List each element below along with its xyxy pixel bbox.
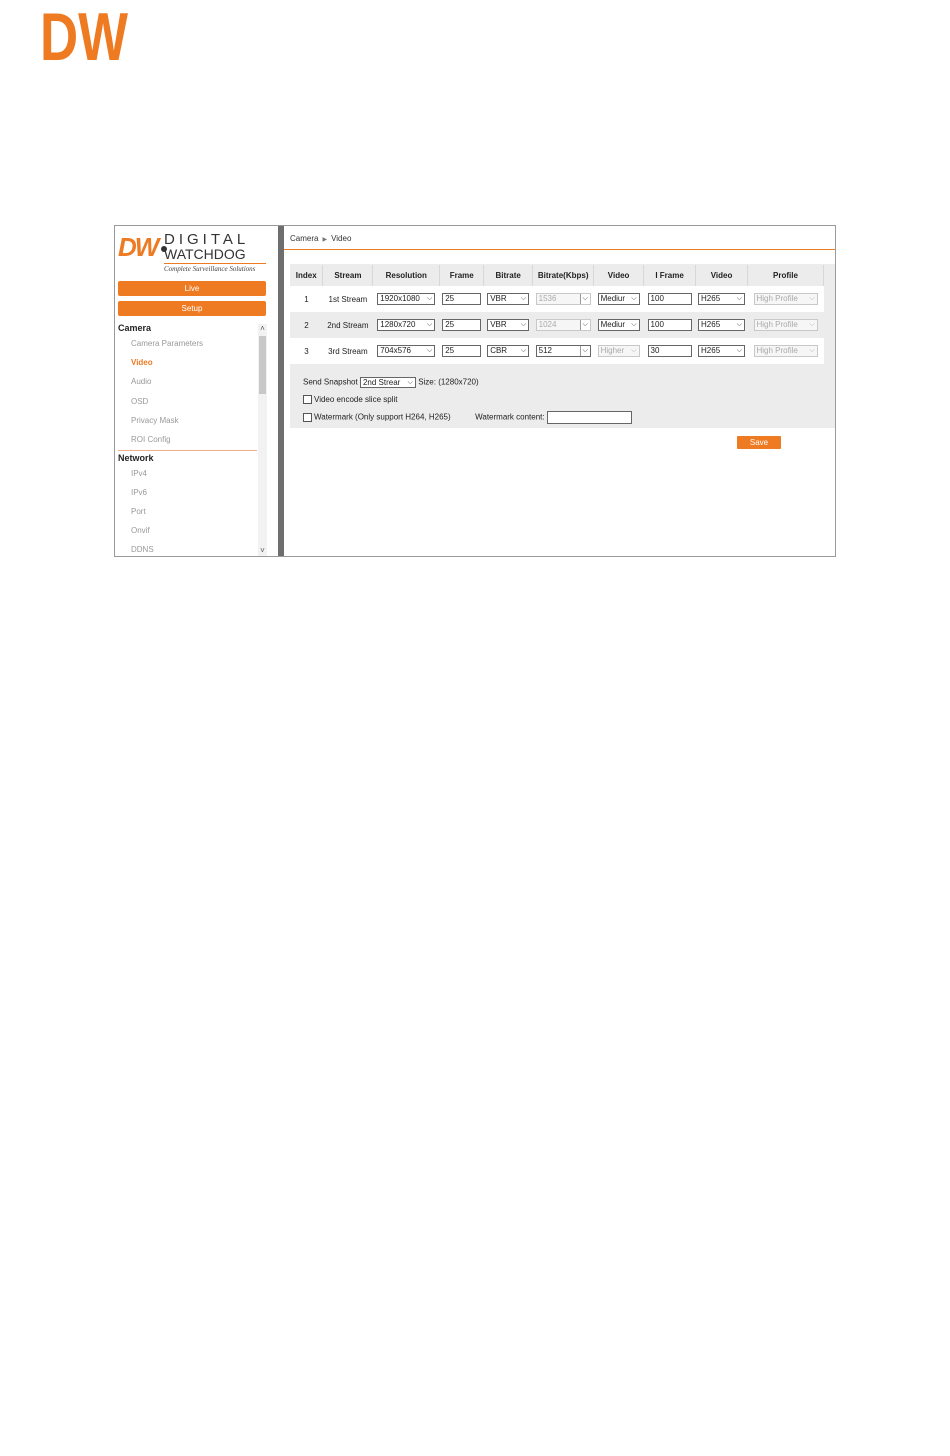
- watermark-content-input[interactable]: [547, 411, 632, 424]
- send-snapshot-row: [303, 377, 479, 388]
- chevron-down-icon: ⌵: [407, 379, 413, 386]
- brand-tagline: Complete Surveillance Solutions: [164, 265, 256, 273]
- chevron-down-icon: ⌵: [426, 321, 433, 328]
- chevron-down-icon: ⌵: [631, 347, 637, 354]
- sidebar-separator: [118, 450, 257, 451]
- chevron-down-icon: ⌵: [631, 321, 637, 328]
- cell-stream: 3rd Stream: [323, 338, 373, 364]
- header-i-frame: I Frame: [644, 265, 696, 286]
- sidebar-item-roi-config[interactable]: ROI Config: [131, 435, 171, 444]
- dw-logo: [40, 0, 130, 75]
- slice-split-row: [303, 395, 397, 404]
- chevron-down-icon: ⌵: [426, 347, 433, 354]
- video-codec-select[interactable]: H265 ⌵: [698, 293, 745, 305]
- main-content: [284, 226, 835, 556]
- frame-input[interactable]: 25: [442, 345, 481, 357]
- chevron-down-icon: ⌵: [520, 347, 527, 354]
- cell-index: 3: [290, 338, 323, 364]
- chevron-down-icon: ⌵: [736, 347, 743, 354]
- header-video-codec: Video: [696, 265, 748, 286]
- table-row: [290, 338, 824, 364]
- sidebar-item-ipv4[interactable]: IPv4: [131, 469, 148, 478]
- bitrate-mode-select[interactable]: CBR ⌵: [487, 345, 529, 357]
- chevron-down-icon: ⌵: [580, 320, 590, 330]
- i-frame-input[interactable]: 100: [648, 293, 692, 305]
- sidebar-item-video[interactable]: Video: [131, 358, 153, 367]
- sidebar-category-camera[interactable]: Camera: [118, 323, 152, 333]
- sidebar-scrollbar[interactable]: [258, 324, 267, 556]
- chevron-down-icon: ⌵: [631, 295, 637, 302]
- chevron-down-icon: ⌵: [809, 347, 815, 354]
- slice-split-checkbox[interactable]: [303, 395, 312, 404]
- watermark-content-label: Watermark content:: [475, 412, 545, 422]
- watermark-label: Watermark (Only support H264, H265): [314, 412, 451, 422]
- sidebar-item-osd[interactable]: OSD: [131, 397, 149, 406]
- sidebar-item-audio[interactable]: Audio: [131, 377, 152, 386]
- sidebar-category-network[interactable]: Network: [118, 453, 154, 463]
- chevron-down-icon: ⌵: [809, 321, 815, 328]
- cell-index: 2: [290, 312, 323, 338]
- chevron-down-icon: ⌵: [736, 321, 743, 328]
- sidebar-item-privacy-mask[interactable]: Privacy Mask: [131, 416, 179, 425]
- header-video-quality: Video: [594, 265, 644, 286]
- breadcrumb-arrow-icon: ▶: [322, 237, 328, 243]
- header-frame: Frame: [440, 265, 484, 286]
- video-quality-select[interactable]: Mediur ⌵: [598, 293, 640, 305]
- bitrate-mode-select[interactable]: VBR ⌵: [487, 293, 529, 305]
- chevron-down-icon: ⌵: [426, 295, 433, 302]
- cell-stream: 2nd Stream: [323, 312, 373, 338]
- table-header-row: [290, 265, 824, 286]
- brand-mark: DW: [118, 234, 167, 260]
- bitrate-kbps-combo[interactable]: 1024 ⌵: [536, 319, 591, 331]
- header-bitrate: Bitrate: [484, 265, 533, 286]
- sidebar: [115, 226, 278, 556]
- i-frame-input[interactable]: 30: [648, 345, 692, 357]
- save-button[interactable]: Save: [737, 436, 781, 449]
- breadcrumb-section[interactable]: Camera: [290, 234, 319, 243]
- profile-select[interactable]: High Profile ⌵: [754, 293, 818, 305]
- sidebar-item-ipv6[interactable]: IPv6: [131, 488, 148, 497]
- header-stream: Stream: [323, 265, 373, 286]
- stream-options: [290, 366, 830, 428]
- live-button[interactable]: Live: [118, 281, 266, 296]
- bitrate-mode-select[interactable]: VBR ⌵: [487, 319, 529, 331]
- brand-name-line1: DIGITAL: [164, 231, 250, 248]
- video-codec-select[interactable]: H265 ⌵: [698, 345, 745, 357]
- sidebar-item-onvif[interactable]: Onvif: [131, 526, 150, 535]
- breadcrumb-underline: [284, 249, 835, 250]
- cell-index: 1: [290, 286, 323, 312]
- slice-split-label: Video encode slice split: [314, 395, 398, 404]
- watermark-checkbox[interactable]: [303, 413, 312, 422]
- bitrate-kbps-combo[interactable]: 1536 ⌵: [536, 293, 591, 305]
- sidebar-item-port[interactable]: Port: [131, 507, 146, 516]
- watermark-row: [303, 411, 632, 424]
- chevron-down-icon: ⌵: [809, 295, 815, 302]
- digital-watchdog-brand: [118, 232, 268, 276]
- bitrate-kbps-combo[interactable]: 512 ⌵: [536, 345, 591, 357]
- send-snapshot-label: Send Snapshot: [303, 377, 358, 387]
- camera-web-ui-window: [114, 225, 836, 557]
- video-codec-select[interactable]: H265 ⌵: [698, 319, 745, 331]
- send-snapshot-select[interactable]: 2nd Strear ⌵: [360, 377, 416, 388]
- dw-logo-text: DW: [40, 0, 129, 75]
- video-quality-select[interactable]: Higher ⌵: [598, 345, 640, 357]
- sidebar-item-ddns[interactable]: DDNS: [131, 545, 154, 554]
- scroll-up-chevron-icon[interactable]: ˄: [260, 324, 265, 333]
- resolution-select[interactable]: 704x576 ⌵: [377, 345, 435, 357]
- header-bitrate-kbps: Bitrate(Kbps): [533, 265, 594, 286]
- chevron-down-icon: ⌵: [580, 294, 590, 304]
- chevron-down-icon: ⌵: [736, 295, 743, 302]
- scroll-down-chevron-icon[interactable]: ˅: [260, 546, 265, 555]
- brand-name-line2: WATCHDOG: [164, 246, 246, 262]
- header-index: Index: [290, 265, 323, 286]
- chevron-down-icon: ⌵: [520, 321, 527, 328]
- scrollbar-thumb[interactable]: [259, 336, 266, 394]
- profile-select[interactable]: High Profile ⌵: [754, 345, 818, 357]
- table-row: [290, 312, 824, 338]
- cell-stream: 1st Stream: [323, 286, 373, 312]
- chevron-down-icon: ⌵: [520, 295, 527, 302]
- header-resolution: Resolution: [373, 265, 440, 286]
- resolution-select[interactable]: 1920x1080 ⌵: [377, 293, 435, 305]
- video-quality-select[interactable]: Mediur ⌵: [598, 319, 640, 331]
- video-stream-table: [290, 265, 824, 364]
- table-row: [290, 286, 824, 312]
- brand-underline: [164, 263, 266, 264]
- breadcrumb-page: Video: [331, 234, 352, 243]
- breadcrumb: [290, 234, 351, 243]
- resolution-select[interactable]: 1280x720 ⌵: [377, 319, 435, 331]
- sidebar-item-camera-parameters[interactable]: Camera Parameters: [131, 339, 204, 348]
- header-profile: Profile: [748, 265, 824, 286]
- setup-button[interactable]: Setup: [118, 301, 266, 316]
- frame-input[interactable]: 25: [442, 319, 481, 331]
- snapshot-size-text: Size: (1280x720): [418, 377, 479, 387]
- frame-input[interactable]: 25: [442, 293, 481, 305]
- i-frame-input[interactable]: 100: [648, 319, 692, 331]
- chevron-down-icon: ⌵: [580, 346, 590, 356]
- profile-select[interactable]: High Profile ⌵: [754, 319, 818, 331]
